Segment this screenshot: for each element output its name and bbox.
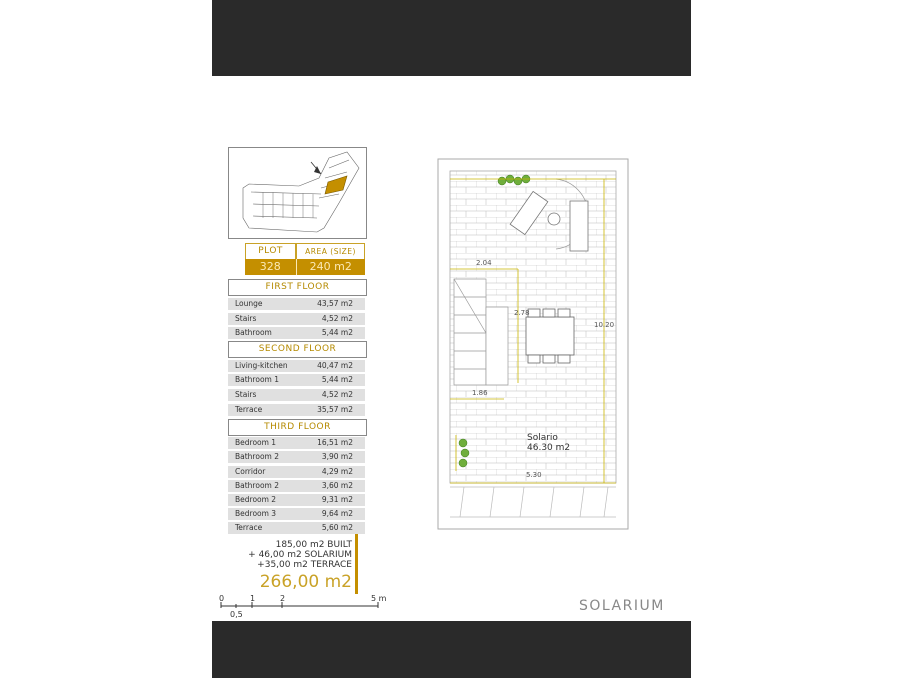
- scale-tick-2: 2: [280, 594, 286, 603]
- dim-left: 1.86: [472, 389, 488, 397]
- top-dark-band: [212, 0, 691, 76]
- plot-label: PLOT: [245, 243, 296, 260]
- first-floor-title: FIRST FLOOR: [228, 279, 367, 296]
- room-row: Bathroom 1 5,44 m2: [228, 374, 365, 386]
- room-row: Terrace 35,57 m2: [228, 404, 365, 416]
- area-totals: [228, 540, 352, 593]
- room-row: Terrace 5,60 m2: [228, 522, 365, 534]
- room-row: Bathroom 2 3,60 m2: [228, 480, 365, 492]
- second-floor-title: SECOND FLOOR: [228, 341, 367, 358]
- third-floor-title: THIRD FLOOR: [228, 419, 367, 436]
- room-row: Corridor 4,29 m2: [228, 466, 365, 478]
- room-row: Bedroom 2 9,31 m2: [228, 494, 365, 506]
- scale-tick-0: 0: [219, 594, 225, 603]
- site-plan-thumbnail: [228, 147, 367, 239]
- area-label: AREA (SIZE): [296, 243, 365, 260]
- bottom-dark-band: [212, 621, 691, 678]
- room-row: Bathroom 2 3,90 m2: [228, 451, 365, 463]
- dim-top: 2.04: [476, 259, 492, 267]
- scale-tick-half: 0,5: [230, 610, 243, 619]
- room-row: Living-kitchen 40,47 m2: [228, 360, 365, 372]
- room-row: Lounge 43,57 m2: [228, 298, 365, 310]
- room-name: Solario: [527, 433, 558, 443]
- dim-bottom: 5.30: [526, 471, 542, 479]
- sheet-title: SOLARIUM: [579, 598, 665, 614]
- room-row: Stairs 4,52 m2: [228, 313, 365, 325]
- dim-right: 10.20: [594, 321, 615, 329]
- plot-area: 240 m2: [297, 259, 365, 275]
- room-row: Bathroom 5,44 m2: [228, 327, 365, 339]
- total-terrace: +35,00 m2 TERRACE: [257, 560, 352, 570]
- room-row: Bedroom 3 9,64 m2: [228, 508, 365, 520]
- scale-tick-5: 5 m: [371, 594, 387, 603]
- totals-accent-line: [355, 534, 358, 594]
- room-row: Bedroom 1 16,51 m2: [228, 437, 365, 449]
- dim-mid: 2.78: [514, 309, 530, 317]
- room-area: 46.30 m2: [527, 443, 571, 453]
- solarium-floor-plan: [436, 157, 630, 531]
- plot-number: 328: [245, 259, 297, 275]
- total-area: 266,00 m2: [259, 572, 352, 592]
- scale-tick-1: 1: [250, 594, 256, 603]
- scale-bar: [218, 594, 398, 622]
- plot-values: [245, 259, 365, 275]
- total-solarium: + 46,00 m2 SOLARIUM: [248, 550, 352, 560]
- room-row: Stairs 4,52 m2: [228, 389, 365, 401]
- plot-header: [245, 243, 365, 259]
- total-built: 185,00 m2 BUILT: [275, 540, 352, 550]
- site-plan-drawing: [229, 148, 366, 238]
